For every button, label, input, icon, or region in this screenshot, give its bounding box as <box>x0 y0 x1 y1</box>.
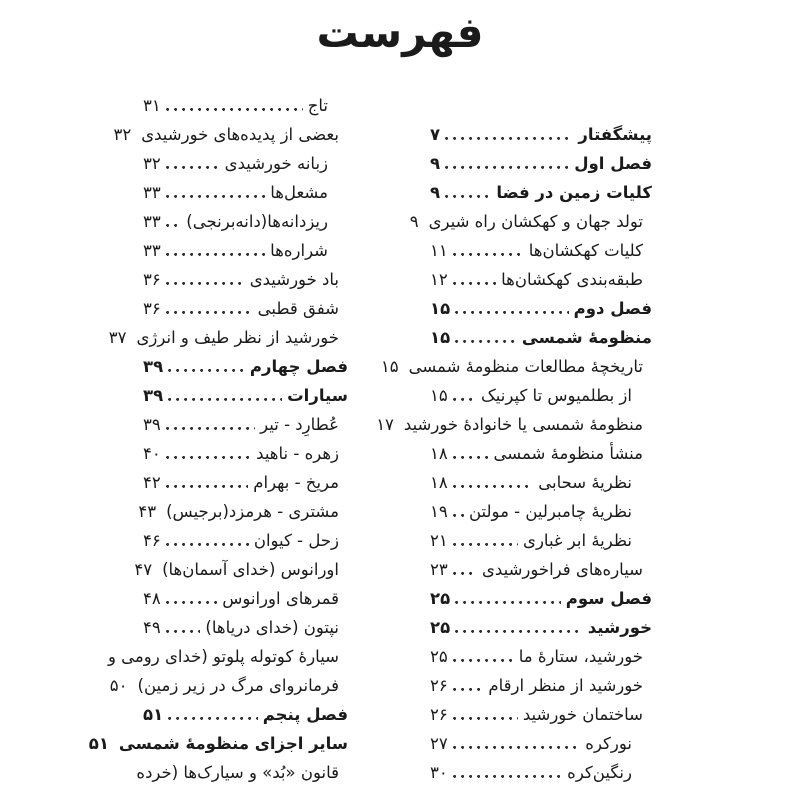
toc-entry-page: ۳۳ <box>143 212 161 232</box>
toc-entry-page: ۲۵ <box>430 618 451 638</box>
toc-entry <box>108 319 348 348</box>
toc-entry <box>143 348 348 377</box>
toc-entry-page: ۲۳ <box>430 560 448 580</box>
toc-entry-title: پیشگفتار <box>578 125 652 145</box>
toc-entry-title: تاریخچهٔ مطالعات منظومهٔ شمسی <box>408 357 643 377</box>
toc-entry-page: ۲۷ <box>430 734 448 754</box>
toc-entry <box>430 174 652 203</box>
dots-leader <box>168 398 282 401</box>
toc-entry-title: خورشید، ستارهٔ ما <box>518 647 643 667</box>
toc-entry <box>143 406 348 435</box>
toc-entry <box>430 377 652 406</box>
toc-entry-page: ۱۷ <box>376 415 394 435</box>
dots-leader <box>166 166 220 169</box>
toc-entry <box>88 725 348 754</box>
dots-leader <box>453 717 518 720</box>
toc-entry <box>107 638 348 667</box>
toc-entry-title: نظریهٔ سحابی <box>538 473 632 493</box>
toc-entry-title: قمرهای اورانوس <box>222 589 339 609</box>
toc-entry <box>143 696 348 725</box>
toc-entry-title: سیارات <box>287 386 348 406</box>
toc-entry-title: نظریهٔ چامبرلین - مولتن <box>468 502 632 522</box>
toc-entry-page: ۴۰ <box>143 444 161 464</box>
toc-entry <box>143 580 348 609</box>
toc-entry-title: ساختمان خورشید <box>522 705 643 725</box>
toc-entry-title: کلیات کهکشان‌ها <box>528 241 643 261</box>
toc-entry <box>143 435 348 464</box>
toc-entry-title: قانون «بُد» و سیارک‌ها (خرده <box>136 763 339 783</box>
dots-leader <box>166 601 217 604</box>
dots-leader <box>455 340 517 343</box>
toc-entry-page: ۵۱ <box>88 734 109 754</box>
dots-leader <box>455 630 583 633</box>
toc-entry-page: ۳۶ <box>143 299 161 319</box>
toc-entry <box>143 174 348 203</box>
toc-entry <box>430 493 652 522</box>
toc-entry-page: ۱۹ <box>430 502 448 522</box>
toc-entry-title: نورکره <box>585 734 632 754</box>
toc-entry-page: ۷ <box>430 125 441 145</box>
toc-entry <box>430 667 652 696</box>
toc-entry-page: ۳۰ <box>430 763 448 783</box>
toc-entry <box>143 87 348 116</box>
toc-entry-title: نظریهٔ ابر غباری <box>523 531 632 551</box>
toc-entry-title: فصل سوم <box>565 589 652 609</box>
dots-leader <box>166 630 201 633</box>
toc-entry-title: مریخ - بهرام <box>253 473 339 493</box>
toc-entry-page: ۱۵ <box>380 357 399 377</box>
toc-entry <box>136 754 348 783</box>
toc-entry-title: سیاره‌های فراخورشیدی <box>482 560 643 580</box>
toc-entry <box>143 609 348 638</box>
toc-entry-page: ۹ <box>409 212 419 232</box>
toc-entry <box>430 551 652 580</box>
toc-entry <box>430 638 652 667</box>
toc-entry-page: ۳۶ <box>143 270 161 290</box>
toc-entry <box>138 493 348 522</box>
toc-entry-page: ۴۲ <box>143 473 161 493</box>
dots-leader <box>168 717 258 720</box>
toc-entry-page: ۳۳ <box>143 241 161 261</box>
toc-entry-page: ۳۲ <box>143 154 161 174</box>
toc-entry-title: شفق قطبی <box>257 299 339 319</box>
toc-entry-page: ۴۶ <box>143 531 161 551</box>
toc-entry <box>143 232 348 261</box>
dots-leader <box>166 253 265 256</box>
toc-entry-title: سیارهٔ کوتوله پلوتو (خدای رومی و <box>107 647 339 667</box>
toc-entry <box>430 725 652 754</box>
dots-leader <box>166 456 251 459</box>
toc-entry-page: ۴۸ <box>143 589 161 609</box>
dots-leader <box>166 427 255 430</box>
toc-entry-page: ۱۱ <box>430 241 448 261</box>
toc-entry-page: ۳۲ <box>113 125 132 145</box>
toc-entry <box>109 667 348 696</box>
toc-entry-page: ۱۸ <box>430 444 448 464</box>
toc-entry <box>143 522 348 551</box>
toc-entry-page: ۹ <box>430 183 441 203</box>
toc-entry-title: کلیات زمین در فضا <box>496 183 652 203</box>
toc-right-column <box>376 116 652 783</box>
toc-entry <box>430 232 652 261</box>
toc-entry-title: زبانه خورشیدی <box>224 154 328 174</box>
toc-entry-title: طبقه‌بندی کهکشان‌ها <box>501 270 643 290</box>
toc-entry-title: فصل پنجم <box>262 705 348 725</box>
dots-leader <box>166 224 182 227</box>
toc-entry-title: خورشید از نظر طیف و انرژی <box>136 328 339 348</box>
toc-entry <box>430 261 652 290</box>
toc-entry <box>143 261 348 290</box>
dots-leader <box>453 253 524 256</box>
toc-entry-title: منظومهٔ شمسی <box>521 328 652 348</box>
toc-entry-page: ۳۹ <box>143 357 164 377</box>
dots-leader <box>453 775 562 778</box>
toc-entry-page: ۲۵ <box>430 647 448 667</box>
toc-entry <box>430 319 652 348</box>
toc-entry-page: ۲۱ <box>430 531 448 551</box>
toc-entry-title: شراره‌ها <box>270 241 328 261</box>
toc-entry-title: از بطلمیوس تا کپرنیک <box>481 386 632 406</box>
dots-leader <box>166 311 253 314</box>
page-title: فهرست <box>316 8 484 57</box>
toc-entry <box>143 464 348 493</box>
toc-entry-title: منظومهٔ شمسی یا خانوادهٔ خورشید <box>403 415 643 435</box>
dots-leader <box>168 369 245 372</box>
dots-leader <box>453 514 464 517</box>
toc-entry-page: ۲۵ <box>430 589 451 609</box>
toc-entry-title: تاج <box>307 96 328 116</box>
toc-entry <box>113 116 348 145</box>
toc-entry <box>430 145 652 174</box>
toc-entry-page: ۲۶ <box>430 676 448 696</box>
toc-entry-page: ۳۱ <box>143 96 161 116</box>
toc-entry-title: زهره - ناهید <box>256 444 339 464</box>
dots-leader <box>453 543 518 546</box>
toc-entry <box>430 696 652 725</box>
toc-entry-title: بعضی از پدیده‌های خورشیدی <box>141 125 339 145</box>
toc-entry <box>376 406 652 435</box>
dots-leader <box>445 137 573 140</box>
toc-entry <box>430 290 652 319</box>
toc-entry-page: ۱۵ <box>430 328 451 348</box>
toc-entry <box>134 551 348 580</box>
toc-entry-page: ۳۹ <box>143 386 164 406</box>
dots-leader <box>166 485 249 488</box>
toc-entry-page: ۳۷ <box>108 328 127 348</box>
dots-leader <box>453 456 489 459</box>
toc-entry-page: ۴۳ <box>138 502 157 522</box>
dots-leader <box>453 282 496 285</box>
toc-entry-title: فصل دوم <box>573 299 652 319</box>
toc-entry-page: ۱۲ <box>430 270 448 290</box>
toc-entry-page: ۱۵ <box>430 386 448 406</box>
toc-entry-page: ۴۷ <box>134 560 153 580</box>
toc-entry <box>143 203 348 232</box>
toc-entry-page: ۱۸ <box>430 473 448 493</box>
toc-entry <box>430 522 652 551</box>
toc-entry <box>143 290 348 319</box>
toc-entry <box>430 609 652 638</box>
toc-entry-title: فصل اول <box>574 154 652 174</box>
toc-entry <box>380 348 652 377</box>
dots-leader <box>445 195 491 198</box>
toc-entry-title: نپتون (خدای دریاها) <box>205 618 339 638</box>
toc-entry-title: رنگین‌کره <box>567 763 632 783</box>
dots-leader <box>166 195 266 198</box>
toc-entry-title: منشأ منظومهٔ شمسی <box>493 444 643 464</box>
dots-leader <box>445 166 569 169</box>
toc-entry-page: ۵۱ <box>143 705 164 725</box>
dots-leader <box>455 601 561 604</box>
toc-entry-title: سایر اجزای منظومهٔ شمسی <box>118 734 348 754</box>
toc-entry-title: فصل چهارم <box>249 357 348 377</box>
toc-entry <box>143 145 348 174</box>
toc-entry-title: زحل - کیوان <box>253 531 339 551</box>
toc-entry <box>143 377 348 406</box>
toc-entry <box>430 435 652 464</box>
toc-entry <box>430 580 652 609</box>
toc-entry <box>409 203 652 232</box>
dots-leader <box>455 311 568 314</box>
toc-entry-title: اورانوس (خدای آسمان‌ها) <box>162 560 339 580</box>
toc-entry-title: ریزدانه‌ها(دانه‌برنجی) <box>186 212 328 232</box>
toc-entry-title: مشتری - هرمزد(برجیس) <box>166 502 339 522</box>
toc-entry <box>430 464 652 493</box>
toc-entry-page: ۱۵ <box>430 299 451 319</box>
toc-entry <box>430 754 652 783</box>
dots-leader <box>453 688 484 691</box>
dots-leader <box>166 282 245 285</box>
toc-entry <box>430 116 652 145</box>
dots-leader <box>453 398 476 401</box>
toc-entry-title: عُطارِد - تیر <box>260 415 339 435</box>
toc-entry-title: خورشید <box>587 618 652 638</box>
toc-entry-title: باد خورشیدی <box>249 270 339 290</box>
toc-entry-page: ۴۹ <box>143 618 161 638</box>
dots-leader <box>453 485 534 488</box>
dots-leader <box>453 659 514 662</box>
toc-entry-title: خورشید از منظر ارقام <box>488 676 643 696</box>
toc-entry-page: ۹ <box>430 154 441 174</box>
toc-entry-title: مشعل‌ها <box>270 183 328 203</box>
toc-entry-title: تولد جهان و کهکشان راه شیری <box>428 212 643 232</box>
dots-leader <box>166 108 303 111</box>
dots-leader <box>166 543 249 546</box>
toc-entry-page: ۳۳ <box>143 183 161 203</box>
dots-leader <box>453 746 581 749</box>
toc-entry-page: ۳۹ <box>143 415 161 435</box>
toc-left-column <box>88 87 348 783</box>
toc-entry-page: ۵۰ <box>109 676 128 696</box>
toc-entry-title: فرمانروای مرگ در زیر زمین) <box>137 676 339 696</box>
dots-leader <box>453 572 477 575</box>
toc-entry-page: ۲۶ <box>430 705 448 725</box>
